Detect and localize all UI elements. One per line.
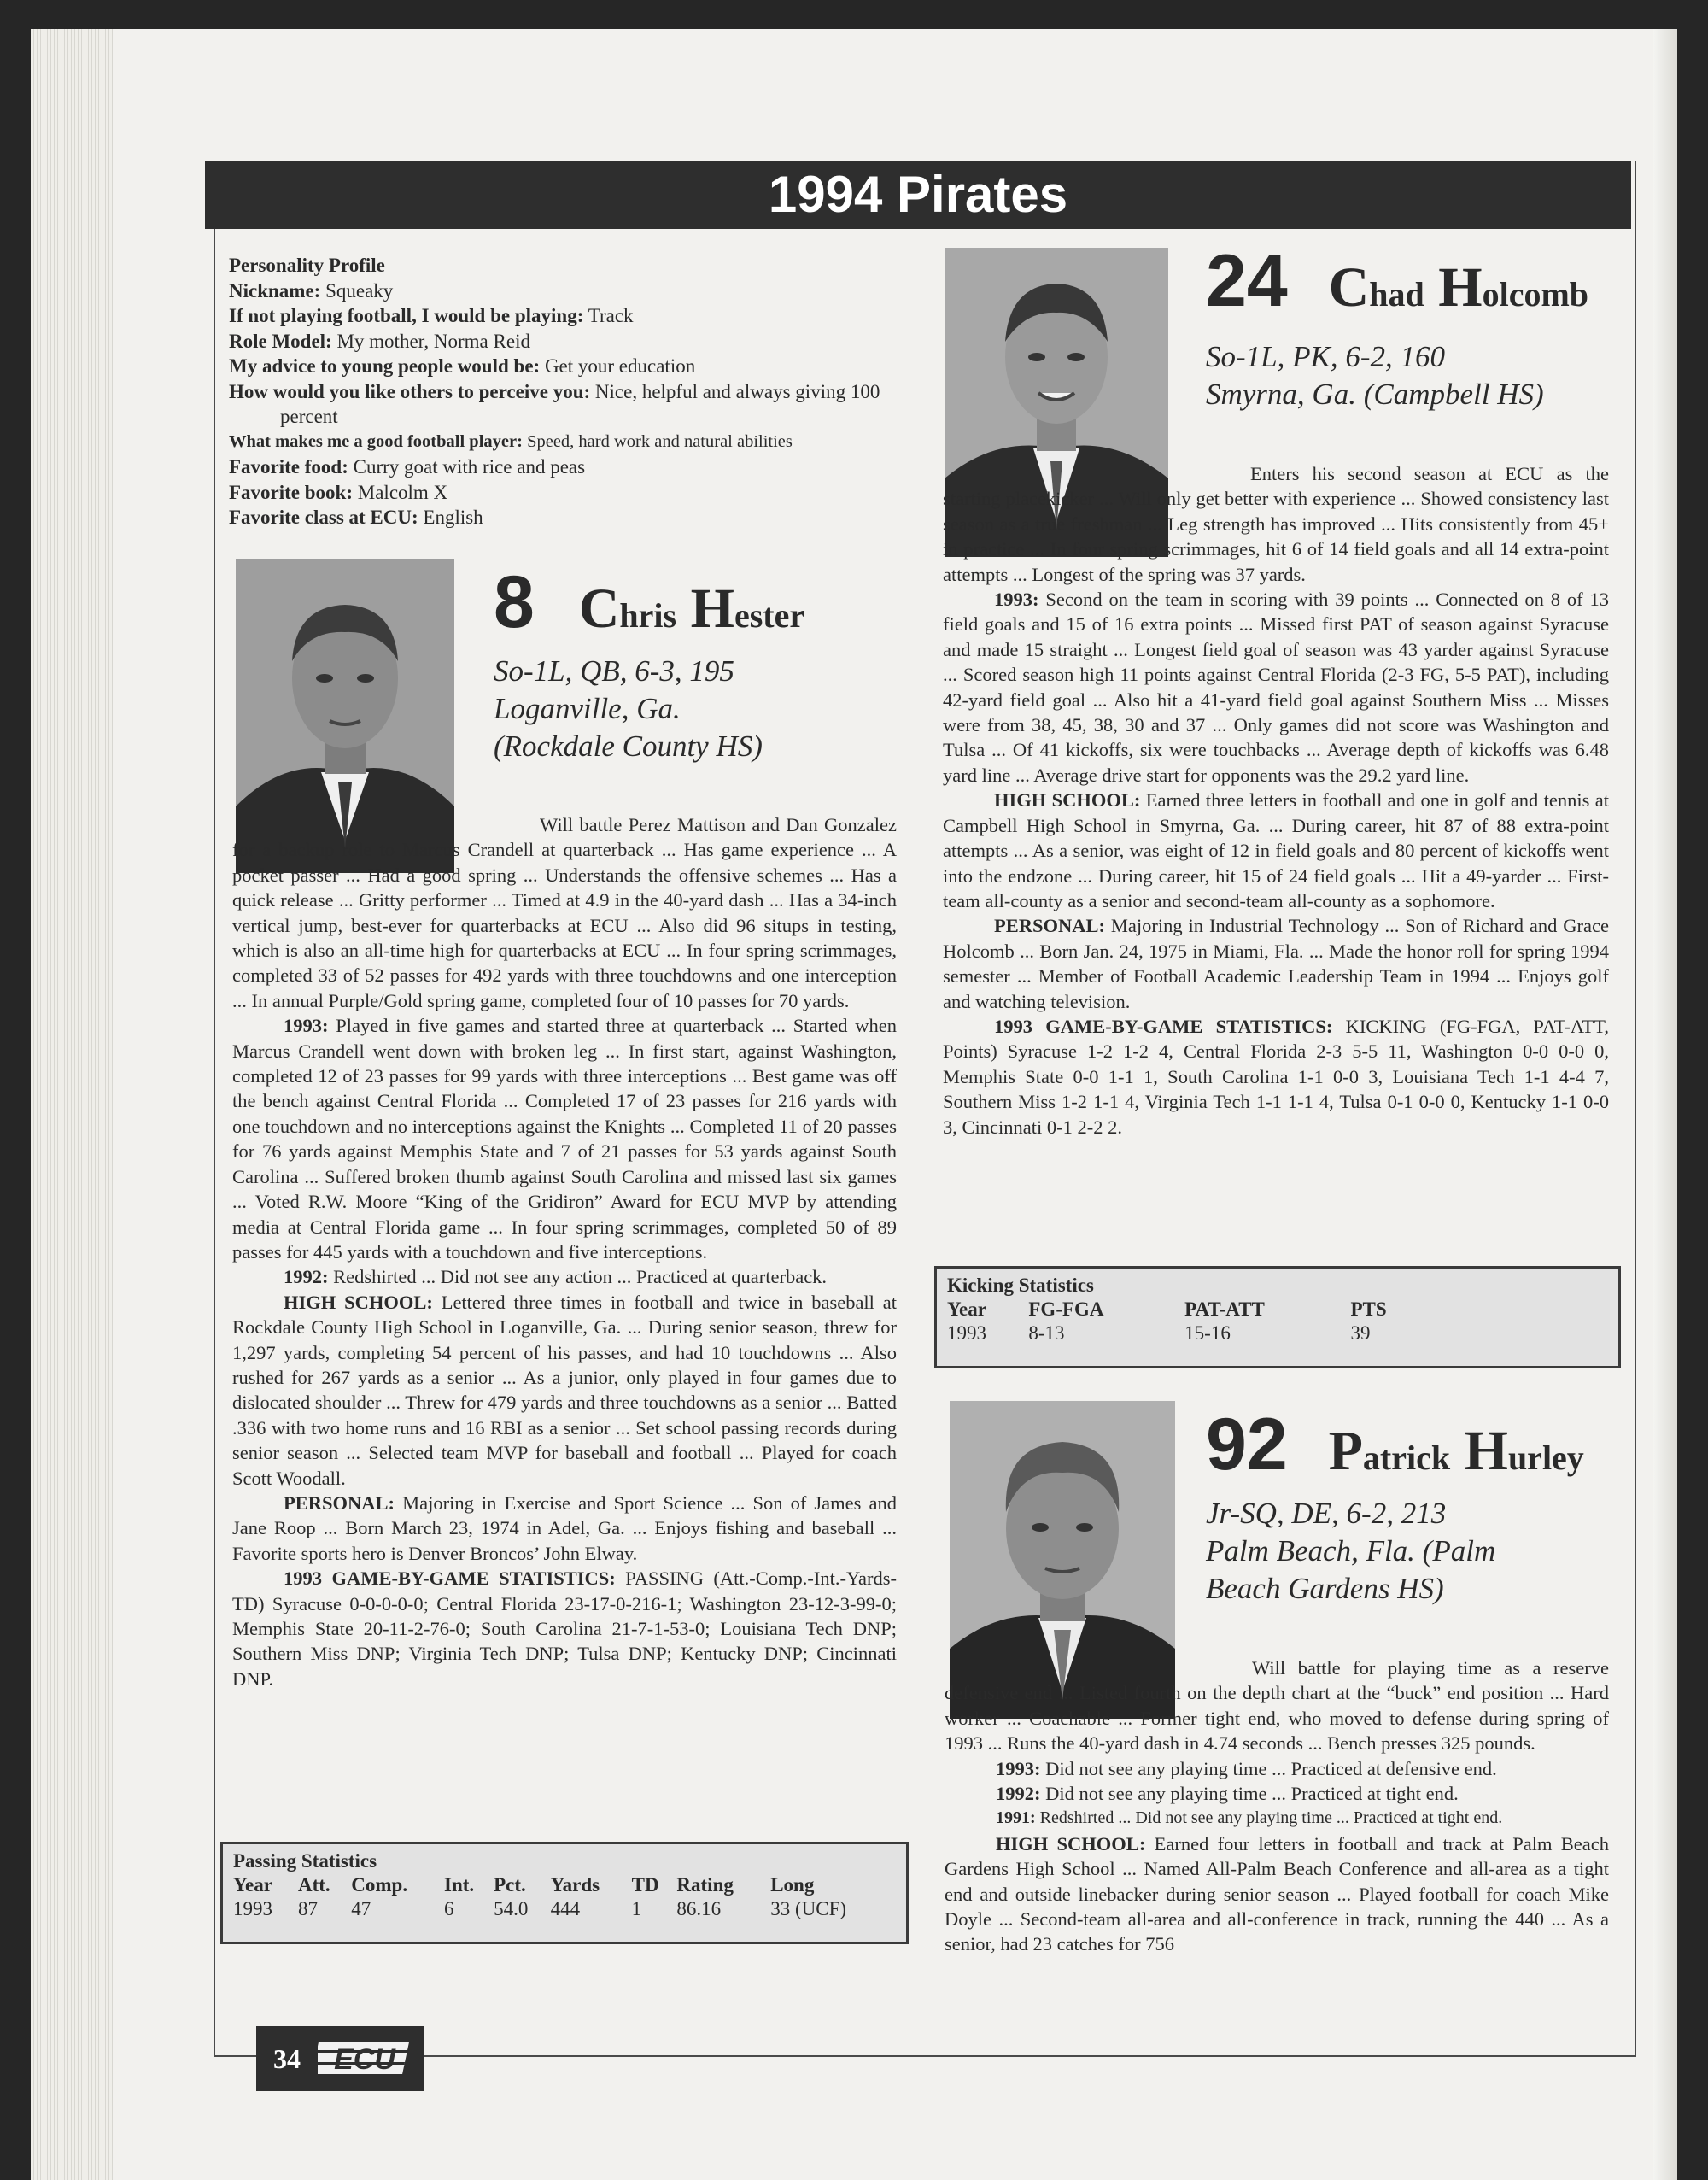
passing-statistics-box — [220, 1842, 909, 1944]
profile-item: Favorite class at ECU: English — [229, 507, 483, 528]
kicking-statistics-box — [934, 1266, 1621, 1368]
hester-game-by-game: 1993 GAME-BY-GAME STATISTICS: PASSING (Att.-Comp.-Int.-Yards-TD) Syracuse 0-0-0-0-0; Central Florida 23-17-0-216-1; Washington 23-12-3-99-0; Memphis State 20-11-2-76-0; South Carolina 21-7-1-53-0; Louisiana Tech DNP; Southern Miss DNP; Virginia Tech DNP; Tulsa DNP; Kentucky DNP; Cincinnati DNP. — [232, 1568, 897, 1690]
profile-item: Favorite book: Malcolm X — [229, 481, 448, 503]
passing-stats-table: Year Att. Comp. Int. Pct. Yards TD Rating Long 1993 87 47 6 54.0 444 1 86.16 33 (UCF) — [233, 1874, 847, 1919]
hester-1992: 1992: Redshirted ... Did not see any action ... Practiced at quarterback. — [284, 1266, 828, 1288]
page-stack-edge — [31, 29, 113, 2180]
page-number: 34 — [273, 2043, 301, 2074]
player-meta-hurley: Jr-SQ, DE, 6-2, 213 Palm Beach, Fla. (Palm Beach Gardens HS) — [1206, 1497, 1496, 1605]
profile-item: Role Model: My mother, Norma Reid — [229, 330, 530, 352]
page-right-edge — [1653, 29, 1677, 2180]
profile-item: What makes me a good football player: Speed, hard work and natural abilities — [229, 431, 793, 451]
hurley-1992: 1992: Did not see any playing time ... Practiced at tight end. — [996, 1783, 1459, 1805]
player-heading-hurley: 92 Patrick Hurley — [1206, 1404, 1584, 1486]
player-heading-hester: 8 Chris Hester — [494, 561, 805, 643]
stats-title: Kicking Statistics — [947, 1275, 1094, 1296]
profile-item: If not playing football, I would be playing: Track — [229, 305, 634, 326]
hester-intro: Will battle Perez Mattison and Dan Gonzalez for a backup role to Marcus Crandell at quarterback ... Has game experience ... A pocket passer ... Had a good spring ... Understands the offensive schemes ... Has a quick release ... Gritty performer ... Timed at 4.9 in the 40-yard dash ... Has a 34-inch vertical jump, best-ever for quarterbacks at ECU ... Also did 96 situps in testing, which is also an all-time high for quarterbacks at ECU ... In four spring scrimmages, completed 33 of 52 passes for 492 yards with three touchdowns and one interception ... In annual Purple/Gold spring game, completed four of 10 passes for 70 yards. — [232, 814, 897, 1011]
player-meta-hester: So-1L, QB, 6-3, 195 Loganville, Ga. (Rockdale County HS) — [494, 654, 763, 763]
hester-personal: PERSONAL: Majoring in Exercise and Sport Science ... Son of James and Jane Roop ... Born March 23, 1974 in Adel, Ga. ... Enjoys fishing and baseball ... Favorite sports hero is Denver Broncos’ John Elway. — [232, 1491, 897, 1564]
kicking-stats-table: Year FG-FGA PAT-ATT PTS 1993 8-13 15-16 39 — [947, 1298, 1387, 1344]
holcomb-personal: PERSONAL: Majoring in Industrial Technology ... Son of Richard and Grace Holcomb ... Born Jan. 24, 1975 in Miami, Fla. ... Made the honor roll for spring 1994 semester ... Member of Football Academic Leadership Team in 1994 ... Enjoys golf and watching television. — [943, 915, 1609, 1012]
hurley-1993: 1993: Did not see any playing time ... Practiced at defensive end. — [996, 1757, 1497, 1779]
page-banner: 1994 Pirates — [205, 161, 1631, 229]
page-footer-tab — [256, 2026, 424, 2091]
hurley-intro: Will battle for playing time as a reserve defensive end ... Listed fourth on the depth chart at the “buck” end position ... Hard worker ... Coachable ... Former tight end, who moved to defense during spring of 1993 ... Runs the 40-yard dash in 4.74 seconds ... Bench presses 325 pounds. — [945, 1657, 1609, 1755]
player-heading-holcomb: 24 Chad Holcomb — [1206, 240, 1589, 322]
hester-bio — [232, 812, 897, 1691]
hester-1993: 1993: Played in five games and started three at quarterback ... Started when Marcus Crandell went down with broken leg ... In first start, against Washington, completed 12 of 23 passes for 99 yards with three interceptions ... Best game was off the bench against Central Florida ... Completed 17 of 23 passes for 216 yards with one touchdown and no interceptions against the Knights ... Completed 11 of 20 passes for 76 yards against Memphis State and 7 of 21 passes for 53 yards against South Carolina ... Suffered broken thumb against South Carolina and missed last six games ... Voted R.W. Moore “King of the Gridiron” Award for ECU MVP by attending media at Central Florida game ... In four spring scrimmages, completed 50 of 89 passes for 445 yards with a touchdown and five interceptions. — [232, 1015, 898, 1263]
holcomb-1993: 1993: Second on the team in scoring with 39 points ... Connected on 8 of 13 field goals and 15 of 16 extra points ... Missed first PAT of season against Syracuse and made 15 straight ... Longest field goal of season was 43 yarder against Syracuse ... Scored season high 11 points against Central Florida (2-3 FG, 5-5 PAT), including 42-yard field goal ... Also hit a 41-yard field goal against Southern Miss ... Misses were from 38, 45, 38, 30 and 37 ... Only games did not score was Washington and Tulsa ... Of 41 kickoffs, six were touchbacks ... Average depth of kickoffs was 6.48 yard line ... Average drive start for opponents was the 29.2 yard line. — [943, 589, 1609, 786]
hurley-high-school: HIGH SCHOOL: Earned four letters in football and track at Palm Beach Gardens High School ... Named All-Palm Beach Conference and all-area as a tight end and outside linebacker during senior season ... Played football for coach Mike Doyle ... Second-team all-area and all-conference in track, running the 440 ... As a senior, had 23 catches for 756 — [945, 1832, 1609, 1955]
profile-item: My advice to young people would be: Get your education — [229, 355, 696, 377]
holcomb-game-by-game: 1993 GAME-BY-GAME STATISTICS: KICKING (FG-FGA, PAT-ATT, Points) Syracuse 1-2 1-2 4, Central Florida 2-3 5-5 11, Washington 0-0 0-0 0, Memphis State 0-0 1-1 1, South Carolina 1-1 0-0 3, Louisiana Tech 1-1 4-4 7, Southern Miss 1-2 1-1 4, Virginia Tech 1-1 1-1 4, Tulsa 0-1 0-0 0, Kentucky 1-1 0-0 3, Cincinnati 0-1 2-2 2. — [943, 1015, 1609, 1138]
hurley-bio — [945, 1656, 1609, 1957]
hester-high-school: HIGH SCHOOL: Lettered three times in football and twice in baseball at Rockdale County High School in Loganville, Ga. ... During senior season, threw for 1,297 yards, completing 54 percent of his passes, and had 10 touchdowns ... Also rushed for 267 yards as a senior ... As a junior, only played in four games due to dislocated shoulder ... Threw for 479 yards and three touchdowns as a senior ... Batted .336 with two home runs and 16 RBI as a senior ... Set school passing records during senior season ... Selected team MVP for baseball and football ... Played for coach Scott Woodall. — [232, 1291, 897, 1489]
profile-item: Nickname: Squeaky — [229, 279, 394, 302]
profile-item: Favorite food: Curry goat with rice and peas — [229, 456, 586, 478]
holcomb-bio — [943, 461, 1609, 1140]
ecu-logo — [318, 2038, 412, 2077]
player-meta-holcomb: So-1L, PK, 6-2, 160 Smyrna, Ga. (Campbell HS) — [1206, 340, 1544, 411]
profile-heading: Personality Profile — [229, 255, 385, 276]
holcomb-intro: Enters his second season at ECU as the starting placekicker ... Will only get better with experience ... Showed consistency last season as a true freshman ... Leg strength has improved ... Hits consistently from 45+ in practice ... In four spring scrimmages, hit 6 of 14 field goals and all 14 extra-point attempts ... Longest of the spring was 37 yards. — [943, 463, 1609, 585]
hurley-1991: 1991: Redshirted ... Did not see any playing time ... Practiced at tight end. — [996, 1808, 1503, 1828]
stats-title: Passing Statistics — [233, 1850, 377, 1872]
svg-text:ECU: ECU — [334, 2043, 395, 2076]
profile-item: How would you like others to perceive you: Nice, helpful and always giving 100 percent — [229, 380, 880, 427]
holcomb-high-school: HIGH SCHOOL: Earned three letters in football and one in golf and tennis at Campbell High School in Smyrna, Ga. ... During career, hit 87 of 88 extra-point attempts ... As a senior, was eight of 12 in field goals and 80 percent of kickoffs went into the endzone ... During career, hit 15 of 24 field goals ... Hit a 49-yarder ... First-team all-county as a senior and second-team all-county as a sophomore. — [943, 789, 1610, 911]
personality-profile — [229, 253, 895, 530]
